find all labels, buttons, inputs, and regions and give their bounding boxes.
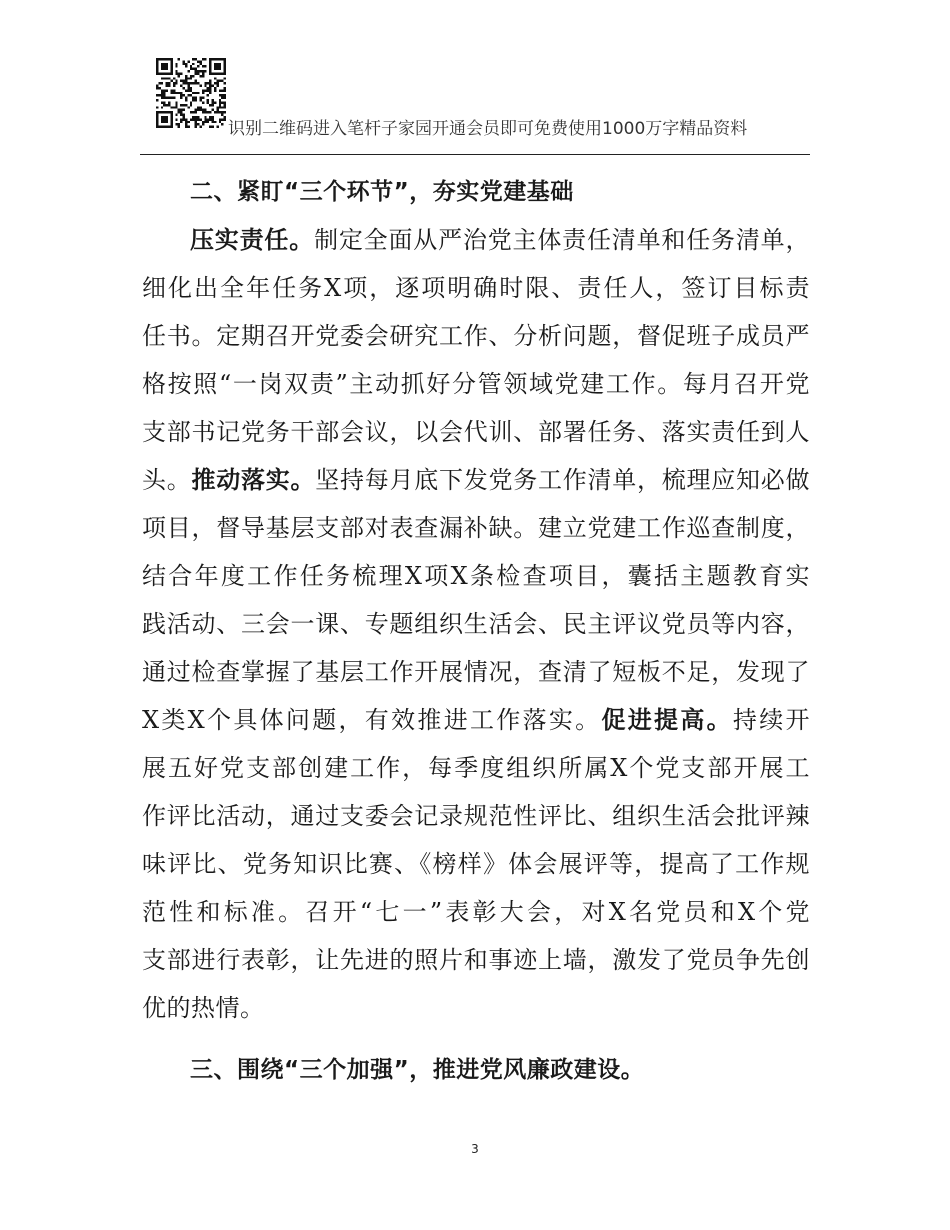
text-run: 制定全面从严治党主体责任清单和任务清单， (314, 226, 810, 254)
text-line (142, 360, 810, 408)
bold-lead-phrase: 压实责任。 (190, 226, 315, 254)
text-run: 格按照“一岗双责”主动抓好分管领域党建工作。每月召开党 (142, 370, 810, 398)
text-run: 味评比、党务知识比赛、《榜样》体会展评等，提高了工作规 (142, 850, 810, 878)
text-run: 优的热情。 (142, 994, 265, 1022)
text-run: 持续开 (732, 706, 810, 734)
text-line (142, 408, 810, 456)
qr-code-icon (156, 58, 226, 128)
text-line (142, 840, 810, 888)
text-run: 范性和标准。召开“七一”表彰大会，对X名党员和X个党 (142, 898, 810, 926)
text-line (142, 456, 810, 504)
text-line (142, 504, 810, 552)
text-line (142, 312, 810, 360)
text-run: 任书。定期召开党委会研究工作、分析问题，督促班子成员严 (142, 322, 810, 350)
text-run: 结合年度工作任务梳理X项X条检查项目，囊括主题教育实 (142, 562, 810, 590)
text-line (142, 792, 810, 840)
text-line (142, 888, 810, 936)
text-run: 细化出全年任务X项，逐项明确时限、责任人，签订目标责 (142, 274, 810, 302)
text-line (142, 744, 810, 792)
text-run: 作评比活动，通过支委会记录规范性评比、组织生活会批评辣 (142, 802, 810, 830)
bold-lead-phrase: 促进提高。 (601, 706, 733, 734)
text-line (142, 696, 810, 744)
text-run: 通过检查掌握了基层工作开展情况，查清了短板不足，发现了 (142, 658, 810, 686)
bold-lead-phrase: 推动落实。 (191, 466, 316, 494)
text-run: 支部进行表彰，让先进的照片和事迹上墙，激发了党员争先创 (142, 946, 810, 974)
page-header (0, 0, 950, 160)
text-run: X类X个具体问题，有效推进工作落实。 (142, 706, 602, 734)
text-line (142, 600, 810, 648)
header-promo-text: 识别二维码进入笔杆子家园开通会员即可免费使用1000万字精品资料 (228, 119, 748, 139)
text-run: 坚持每月底下发党务工作清单，梳理应知必做 (315, 466, 810, 494)
text-line (142, 648, 810, 696)
text-line (142, 936, 810, 984)
text-line (142, 216, 810, 264)
text-run: 展五好党支部创建工作，每季度组织所属X个党支部开展工 (142, 754, 810, 782)
text-run: 践活动、三会一课、专题组织生活会、民主评议党员等内容， (142, 610, 810, 638)
text-line (142, 984, 810, 1032)
text-line (142, 552, 810, 600)
section-heading: 二、紧盯“三个环节”，夯实党建基础 (190, 179, 574, 205)
document-body (142, 168, 810, 1094)
section-heading: 三、围绕“三个加强”，推进党风廉政建设。 (190, 1057, 645, 1083)
page-number: 3 (471, 1142, 479, 1156)
text-line (142, 264, 810, 312)
text-run: 支部书记党务干部会议，以会代训、部署任务、落实责任到人 (142, 418, 810, 446)
text-run: 项目，督导基层支部对表查漏补缺。建立党建工作巡查制度， (142, 514, 810, 542)
header-divider (140, 154, 810, 155)
section-paragraph (142, 216, 810, 1032)
text-run: 头。 (142, 466, 192, 494)
